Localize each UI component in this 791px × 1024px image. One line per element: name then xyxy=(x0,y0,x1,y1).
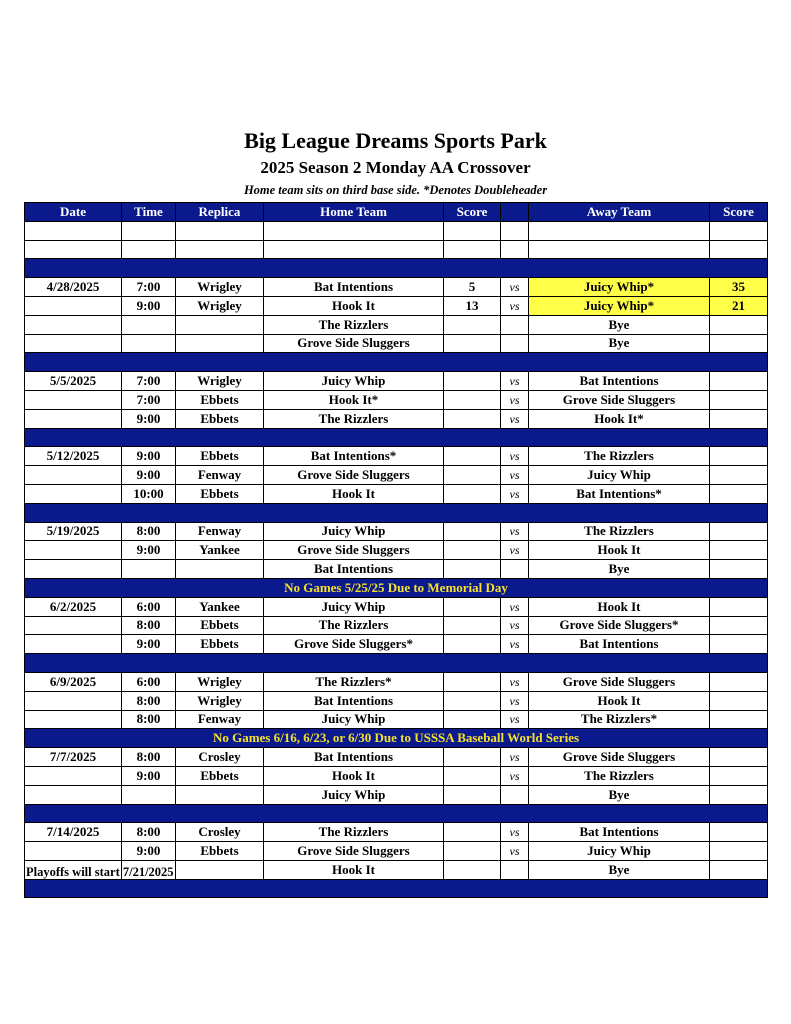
cell-home-team: The Rizzlers xyxy=(264,409,444,428)
cell-home-team: Hook It* xyxy=(264,390,444,409)
cell-away-team: Hook It xyxy=(529,541,710,560)
cell-replica: Fenway xyxy=(176,522,264,541)
cell-replica: Yankee xyxy=(176,597,264,616)
cell-vs: vs xyxy=(501,710,529,729)
cell-replica: Crosley xyxy=(176,823,264,842)
cell-time xyxy=(122,560,176,579)
cell-away-team: Hook It* xyxy=(529,409,710,428)
cell-away-team: Juicy Whip xyxy=(529,466,710,485)
cell-away-team: The Rizzlers xyxy=(529,522,710,541)
cell-away-score xyxy=(710,766,768,785)
separator-bar xyxy=(25,428,768,447)
cell-away-team: The Rizzlers xyxy=(529,447,710,466)
cell-away-score xyxy=(710,691,768,710)
cell-vs: vs xyxy=(501,748,529,767)
cell-home-score xyxy=(444,635,501,654)
cell-vs: vs xyxy=(501,616,529,635)
cell-away-score: 21 xyxy=(710,296,768,315)
cell-replica xyxy=(176,860,264,879)
cell-home-team: The Rizzlers xyxy=(264,616,444,635)
cell-home-score xyxy=(444,466,501,485)
cell-date: 7/7/2025 xyxy=(25,748,122,767)
table-row xyxy=(25,372,768,391)
cell-date xyxy=(25,221,122,240)
cell-home-team: Grove Side Sluggers xyxy=(264,541,444,560)
cell-time: 9:00 xyxy=(122,296,176,315)
cell-replica: Fenway xyxy=(176,466,264,485)
cell-vs: vs xyxy=(501,522,529,541)
cell-away-team: Bye xyxy=(529,785,710,804)
table-row xyxy=(25,616,768,635)
cell-time: 8:00 xyxy=(122,691,176,710)
table-row xyxy=(25,823,768,842)
cell-home-team: Grove Side Sluggers xyxy=(264,466,444,485)
table-row xyxy=(25,541,768,560)
cell-vs xyxy=(501,240,529,259)
cell-home-score xyxy=(444,484,501,503)
cell-vs xyxy=(501,860,529,879)
cell-home-score xyxy=(444,334,501,353)
cell-time: 8:00 xyxy=(122,710,176,729)
cell-away-team: Bat Intentions xyxy=(529,372,710,391)
separator-bar xyxy=(25,259,768,278)
cell-away-score xyxy=(710,541,768,560)
table-row xyxy=(25,240,768,259)
cell-date xyxy=(25,484,122,503)
table-row xyxy=(25,390,768,409)
table-row xyxy=(25,842,768,861)
schedule-body xyxy=(25,221,768,898)
cell-time: 9:00 xyxy=(122,635,176,654)
col-header-replica: Replica xyxy=(176,203,264,222)
cell-home-score xyxy=(444,842,501,861)
cell-date xyxy=(25,616,122,635)
cell-vs: vs xyxy=(501,597,529,616)
cell-vs: vs xyxy=(501,466,529,485)
cell-replica: Ebbets xyxy=(176,484,264,503)
cell-time: 8:00 xyxy=(122,616,176,635)
page-title: Big League Dreams Sports Park xyxy=(244,128,547,153)
cell-home-team: Bat Intentions* xyxy=(264,447,444,466)
table-row xyxy=(25,766,768,785)
cell-home-score xyxy=(444,785,501,804)
cell-away-score xyxy=(710,447,768,466)
cell-home-score xyxy=(444,597,501,616)
cell-vs: vs xyxy=(501,842,529,861)
cell-away-score xyxy=(710,748,768,767)
cell-away-score xyxy=(710,484,768,503)
cell-home-team: The Rizzlers* xyxy=(264,672,444,691)
cell-home-score xyxy=(444,315,501,334)
cell-vs: vs xyxy=(501,823,529,842)
col-header-away-score: Score xyxy=(710,203,768,222)
page-subtitle: 2025 Season 2 Monday AA Crossover xyxy=(260,158,531,177)
cell-date: 6/2/2025 xyxy=(25,597,122,616)
cell-away-score xyxy=(710,635,768,654)
cell-away-score xyxy=(710,372,768,391)
cell-home-team xyxy=(264,221,444,240)
cell-replica: Ebbets xyxy=(176,635,264,654)
separator-row xyxy=(25,259,768,278)
table-row xyxy=(25,447,768,466)
cell-away-score xyxy=(710,710,768,729)
cell-time xyxy=(122,785,176,804)
cell-time: 10:00 xyxy=(122,484,176,503)
cell-away-team: The Rizzlers* xyxy=(529,710,710,729)
cell-date xyxy=(25,409,122,428)
cell-away-score xyxy=(710,522,768,541)
cell-replica: Yankee xyxy=(176,541,264,560)
cell-home-team: Juicy Whip xyxy=(264,785,444,804)
cell-home-score xyxy=(444,860,501,879)
cell-away-team: Bye xyxy=(529,315,710,334)
cell-home-team: Grove Side Sluggers xyxy=(264,334,444,353)
cell-time: 6:00 xyxy=(122,597,176,616)
cell-vs: vs xyxy=(501,409,529,428)
cell-replica: Ebbets xyxy=(176,616,264,635)
notice-row xyxy=(25,578,768,597)
notice-row xyxy=(25,729,768,748)
cell-date xyxy=(25,390,122,409)
cell-home-team: Hook It xyxy=(264,484,444,503)
footer-note: Playoffs will start 7/21/2025 xyxy=(26,865,174,879)
cell-away-score xyxy=(710,672,768,691)
cell-away-team: Juicy Whip xyxy=(529,842,710,861)
cell-away-score xyxy=(710,860,768,879)
separator-bar xyxy=(25,654,768,673)
cell-home-score xyxy=(444,823,501,842)
table-row xyxy=(25,710,768,729)
table-row xyxy=(25,278,768,297)
cell-date xyxy=(25,710,122,729)
col-header-home-team: Home Team xyxy=(264,203,444,222)
cell-replica xyxy=(176,560,264,579)
table-row xyxy=(25,466,768,485)
cell-away-score xyxy=(710,560,768,579)
cell-replica: Wrigley xyxy=(176,691,264,710)
cell-date: 5/19/2025 xyxy=(25,522,122,541)
table-row xyxy=(25,672,768,691)
cell-time: 9:00 xyxy=(122,842,176,861)
col-header-vs xyxy=(501,203,529,222)
cell-away-score xyxy=(710,221,768,240)
cell-away-score xyxy=(710,823,768,842)
cell-away-team: Juicy Whip* xyxy=(529,278,710,297)
cell-replica xyxy=(176,785,264,804)
cell-home-score xyxy=(444,616,501,635)
cell-home-team: Juicy Whip xyxy=(264,522,444,541)
cell-away-team: Juicy Whip* xyxy=(529,296,710,315)
cell-vs: vs xyxy=(501,672,529,691)
cell-home-team: Bat Intentions xyxy=(264,278,444,297)
cell-home-team: The Rizzlers xyxy=(264,315,444,334)
cell-home-score xyxy=(444,221,501,240)
cell-date xyxy=(25,766,122,785)
cell-time xyxy=(122,315,176,334)
cell-away-team: Grove Side Sluggers* xyxy=(529,616,710,635)
cell-time: 8:00 xyxy=(122,522,176,541)
cell-home-team: Bat Intentions xyxy=(264,560,444,579)
separator-bar xyxy=(25,353,768,372)
cell-away-score xyxy=(710,842,768,861)
cell-replica: Fenway xyxy=(176,710,264,729)
cell-away-score xyxy=(710,390,768,409)
table-row xyxy=(25,522,768,541)
cell-date xyxy=(25,635,122,654)
cell-vs: vs xyxy=(501,484,529,503)
separator-bar xyxy=(25,804,768,823)
cell-away-score: 35 xyxy=(710,278,768,297)
cell-home-score xyxy=(444,691,501,710)
cell-date xyxy=(25,296,122,315)
cell-away-team: Bat Intentions xyxy=(529,635,710,654)
cell-vs: vs xyxy=(501,691,529,710)
cell-away-score xyxy=(710,785,768,804)
cell-vs: vs xyxy=(501,278,529,297)
cell-time xyxy=(122,334,176,353)
cell-vs: vs xyxy=(501,766,529,785)
cell-time: 8:00 xyxy=(122,823,176,842)
cell-date xyxy=(25,466,122,485)
cell-date xyxy=(25,560,122,579)
cell-home-team xyxy=(264,240,444,259)
cell-replica: Wrigley xyxy=(176,672,264,691)
cell-date xyxy=(25,240,122,259)
cell-home-score: 13 xyxy=(444,296,501,315)
separator-row xyxy=(25,879,768,898)
cell-time: 7:00 xyxy=(122,278,176,297)
cell-vs xyxy=(501,221,529,240)
cell-home-score xyxy=(444,748,501,767)
separator-bar xyxy=(25,879,768,898)
cell-vs xyxy=(501,315,529,334)
cell-home-score xyxy=(444,240,501,259)
cell-time: 9:00 xyxy=(122,766,176,785)
cell-home-score xyxy=(444,766,501,785)
cell-time: 7:00 xyxy=(122,390,176,409)
cell-time xyxy=(122,221,176,240)
cell-vs: vs xyxy=(501,635,529,654)
cell-time: 9:00 xyxy=(122,447,176,466)
cell-date: 6/9/2025 xyxy=(25,672,122,691)
separator-row xyxy=(25,428,768,447)
cell-away-team: Bye xyxy=(529,560,710,579)
cell-home-score xyxy=(444,672,501,691)
cell-time: 9:00 xyxy=(122,466,176,485)
cell-vs xyxy=(501,785,529,804)
cell-replica: Ebbets xyxy=(176,409,264,428)
cell-home-team: Grove Side Sluggers xyxy=(264,842,444,861)
cell-away-score xyxy=(710,597,768,616)
table-row xyxy=(25,748,768,767)
notice-text: No Games 6/16, 6/23, or 6/30 Due to USSSA Baseball World Series xyxy=(25,729,768,748)
table-row xyxy=(25,296,768,315)
separator-row xyxy=(25,654,768,673)
col-header-time: Time xyxy=(122,203,176,222)
cell-replica xyxy=(176,315,264,334)
cell-vs: vs xyxy=(501,296,529,315)
cell-date: 5/5/2025 xyxy=(25,372,122,391)
table-row xyxy=(25,315,768,334)
cell-vs: vs xyxy=(501,372,529,391)
cell-home-team: Hook It xyxy=(264,860,444,879)
cell-date xyxy=(25,541,122,560)
cell-replica xyxy=(176,221,264,240)
cell-vs: vs xyxy=(501,390,529,409)
col-header-away-team: Away Team xyxy=(529,203,710,222)
cell-replica: Wrigley xyxy=(176,296,264,315)
cell-home-team: Bat Intentions xyxy=(264,691,444,710)
cell-date: 4/28/2025 xyxy=(25,278,122,297)
cell-vs: vs xyxy=(501,541,529,560)
cell-away-team: Grove Side Sluggers xyxy=(529,748,710,767)
cell-date xyxy=(25,334,122,353)
cell-away-team: Grove Side Sluggers xyxy=(529,672,710,691)
separator-row xyxy=(25,804,768,823)
separator-row xyxy=(25,503,768,522)
table-row xyxy=(25,560,768,579)
cell-replica: Ebbets xyxy=(176,447,264,466)
cell-home-score xyxy=(444,560,501,579)
cell-away-score xyxy=(710,315,768,334)
cell-time xyxy=(122,240,176,259)
cell-away-team xyxy=(529,240,710,259)
cell-home-score xyxy=(444,541,501,560)
table-row xyxy=(25,334,768,353)
cell-away-team: Bat Intentions xyxy=(529,823,710,842)
cell-replica: Wrigley xyxy=(176,278,264,297)
table-header-row xyxy=(25,203,768,222)
cell-away-team: Hook It xyxy=(529,691,710,710)
cell-replica xyxy=(176,240,264,259)
cell-away-score xyxy=(710,240,768,259)
cell-home-team: Juicy Whip xyxy=(264,597,444,616)
table-row xyxy=(25,409,768,428)
cell-home-team: Juicy Whip xyxy=(264,710,444,729)
cell-home-score xyxy=(444,710,501,729)
cell-home-team: Hook It xyxy=(264,296,444,315)
cell-date xyxy=(25,691,122,710)
table-row xyxy=(25,785,768,804)
cell-home-score xyxy=(444,372,501,391)
cell-away-score xyxy=(710,616,768,635)
schedule-table xyxy=(24,202,768,898)
cell-home-score: 5 xyxy=(444,278,501,297)
cell-vs xyxy=(501,334,529,353)
cell-home-score xyxy=(444,390,501,409)
cell-home-team: Juicy Whip xyxy=(264,372,444,391)
cell-replica: Ebbets xyxy=(176,842,264,861)
cell-replica: Crosley xyxy=(176,748,264,767)
col-header-home-score: Score xyxy=(444,203,501,222)
col-header-date: Date xyxy=(25,203,122,222)
cell-away-team: Bye xyxy=(529,860,710,879)
cell-time: 8:00 xyxy=(122,748,176,767)
cell-vs: vs xyxy=(501,447,529,466)
cell-away-score xyxy=(710,466,768,485)
notice-text: No Games 5/25/25 Due to Memorial Day xyxy=(25,578,768,597)
cell-away-team: Hook It xyxy=(529,597,710,616)
cell-time: 7:00 xyxy=(122,372,176,391)
cell-away-score xyxy=(710,409,768,428)
cell-date xyxy=(25,785,122,804)
cell-replica: Ebbets xyxy=(176,766,264,785)
cell-home-team: Bat Intentions xyxy=(264,748,444,767)
cell-home-score xyxy=(444,447,501,466)
cell-home-score xyxy=(444,409,501,428)
cell-replica: Ebbets xyxy=(176,390,264,409)
cell-away-team: Grove Side Sluggers xyxy=(529,390,710,409)
cell-home-score xyxy=(444,522,501,541)
cell-away-score xyxy=(710,334,768,353)
separator-bar xyxy=(25,503,768,522)
cell-home-team: The Rizzlers xyxy=(264,823,444,842)
table-row xyxy=(25,691,768,710)
cell-date: 7/14/2025 xyxy=(25,823,122,842)
cell-away-team: Bat Intentions* xyxy=(529,484,710,503)
table-row xyxy=(25,597,768,616)
cell-time: 9:00 xyxy=(122,409,176,428)
cell-date: 5/12/2025 xyxy=(25,447,122,466)
cell-away-team xyxy=(529,221,710,240)
cell-replica xyxy=(176,334,264,353)
cell-away-team: Bye xyxy=(529,334,710,353)
table-row xyxy=(25,635,768,654)
cell-date xyxy=(25,842,122,861)
cell-home-team: Hook It xyxy=(264,766,444,785)
cell-home-team: Grove Side Sluggers* xyxy=(264,635,444,654)
cell-time: 6:00 xyxy=(122,672,176,691)
cell-vs xyxy=(501,560,529,579)
cell-date xyxy=(25,315,122,334)
separator-row xyxy=(25,353,768,372)
cell-time: 9:00 xyxy=(122,541,176,560)
table-row xyxy=(25,221,768,240)
cell-replica: Wrigley xyxy=(176,372,264,391)
table-row xyxy=(25,484,768,503)
header-note: Home team sits on third base side. *Denotes Doubleheader xyxy=(243,183,548,197)
cell-away-team: The Rizzlers xyxy=(529,766,710,785)
